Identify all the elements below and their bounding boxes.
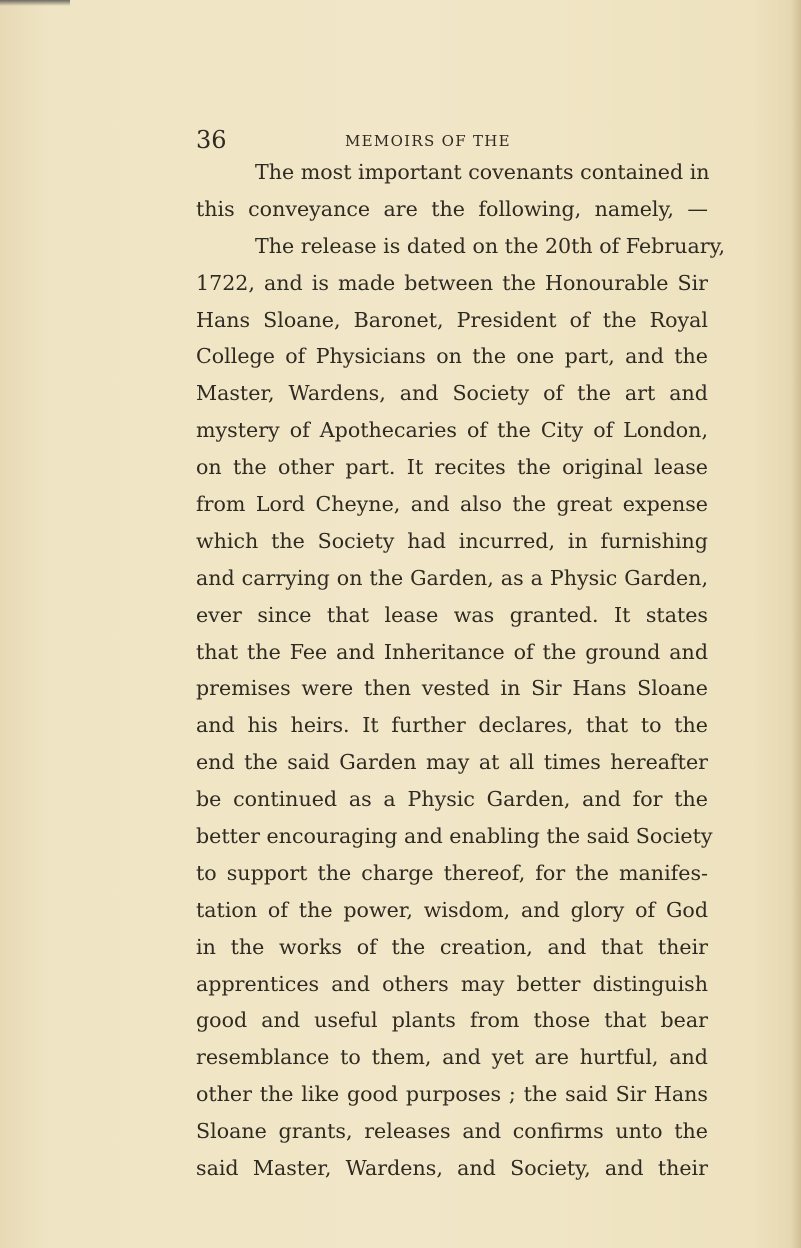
text-line: on the other part. It recites the original lease (196, 455, 708, 480)
text-line: Hans Sloane, Baronet, President of the Royal (196, 307, 708, 332)
text-line: said Master, Wardens, and Society, and their (196, 1156, 708, 1181)
text-line: Master, Wardens, and Society of the art and (196, 381, 708, 406)
text-line: this conveyance are the following, namely, — (196, 196, 708, 221)
text-line: College of Physicians on the one part, and the (196, 344, 708, 369)
text-line: and his heirs. It further declares, that to the (196, 713, 708, 738)
text-line: be continued as a Physic Garden, and for the (196, 787, 708, 812)
text-line: which the Society had incurred, in furnishing (196, 528, 708, 553)
text-line: premises were then vested in Sir Hans Sloane (196, 676, 708, 701)
text-line: in the works of the creation, and that their (196, 934, 708, 959)
text-line: 1722, and is made between the Honourable Sir (196, 270, 708, 295)
text-line: end the said Garden may at all times hereafter (196, 750, 708, 775)
text-line: and carrying on the Garden, as a Physic Garden, (196, 565, 708, 590)
page-edge-shadow (0, 0, 70, 6)
text-line: The release is dated on the 20th of February, (255, 233, 726, 258)
running-head: MEMOIRS OF THE (345, 132, 511, 150)
text-line: to support the charge thereof, for the manifes- (196, 860, 708, 885)
text-line: good and useful plants from those that bear (196, 1008, 708, 1033)
text-line: mystery of Apothecaries of the City of London, (196, 418, 708, 443)
text-line: The most important covenants contained in (255, 160, 710, 184)
text-line: better encouraging and enabling the said Society (196, 824, 713, 849)
text-line: tation of the power, wisdom, and glory of God (196, 897, 708, 922)
text-line: that the Fee and Inheritance of the ground and (196, 639, 708, 664)
text-line: apprentices and others may better distinguish (196, 971, 708, 996)
body-text (196, 154, 726, 1187)
text-line: from Lord Cheyne, and also the great expense (196, 492, 708, 517)
page-edge-shading (791, 0, 801, 1248)
page-number: 36 (196, 126, 227, 154)
text-line: ever since that lease was granted. It states (196, 602, 708, 627)
text-line: Sloane grants, releases and confirms unto the (196, 1119, 708, 1144)
text-line: other the like good purposes ; the said Sir Hans (196, 1082, 708, 1107)
text-line: resemblance to them, and yet are hurtful, and (196, 1045, 708, 1070)
